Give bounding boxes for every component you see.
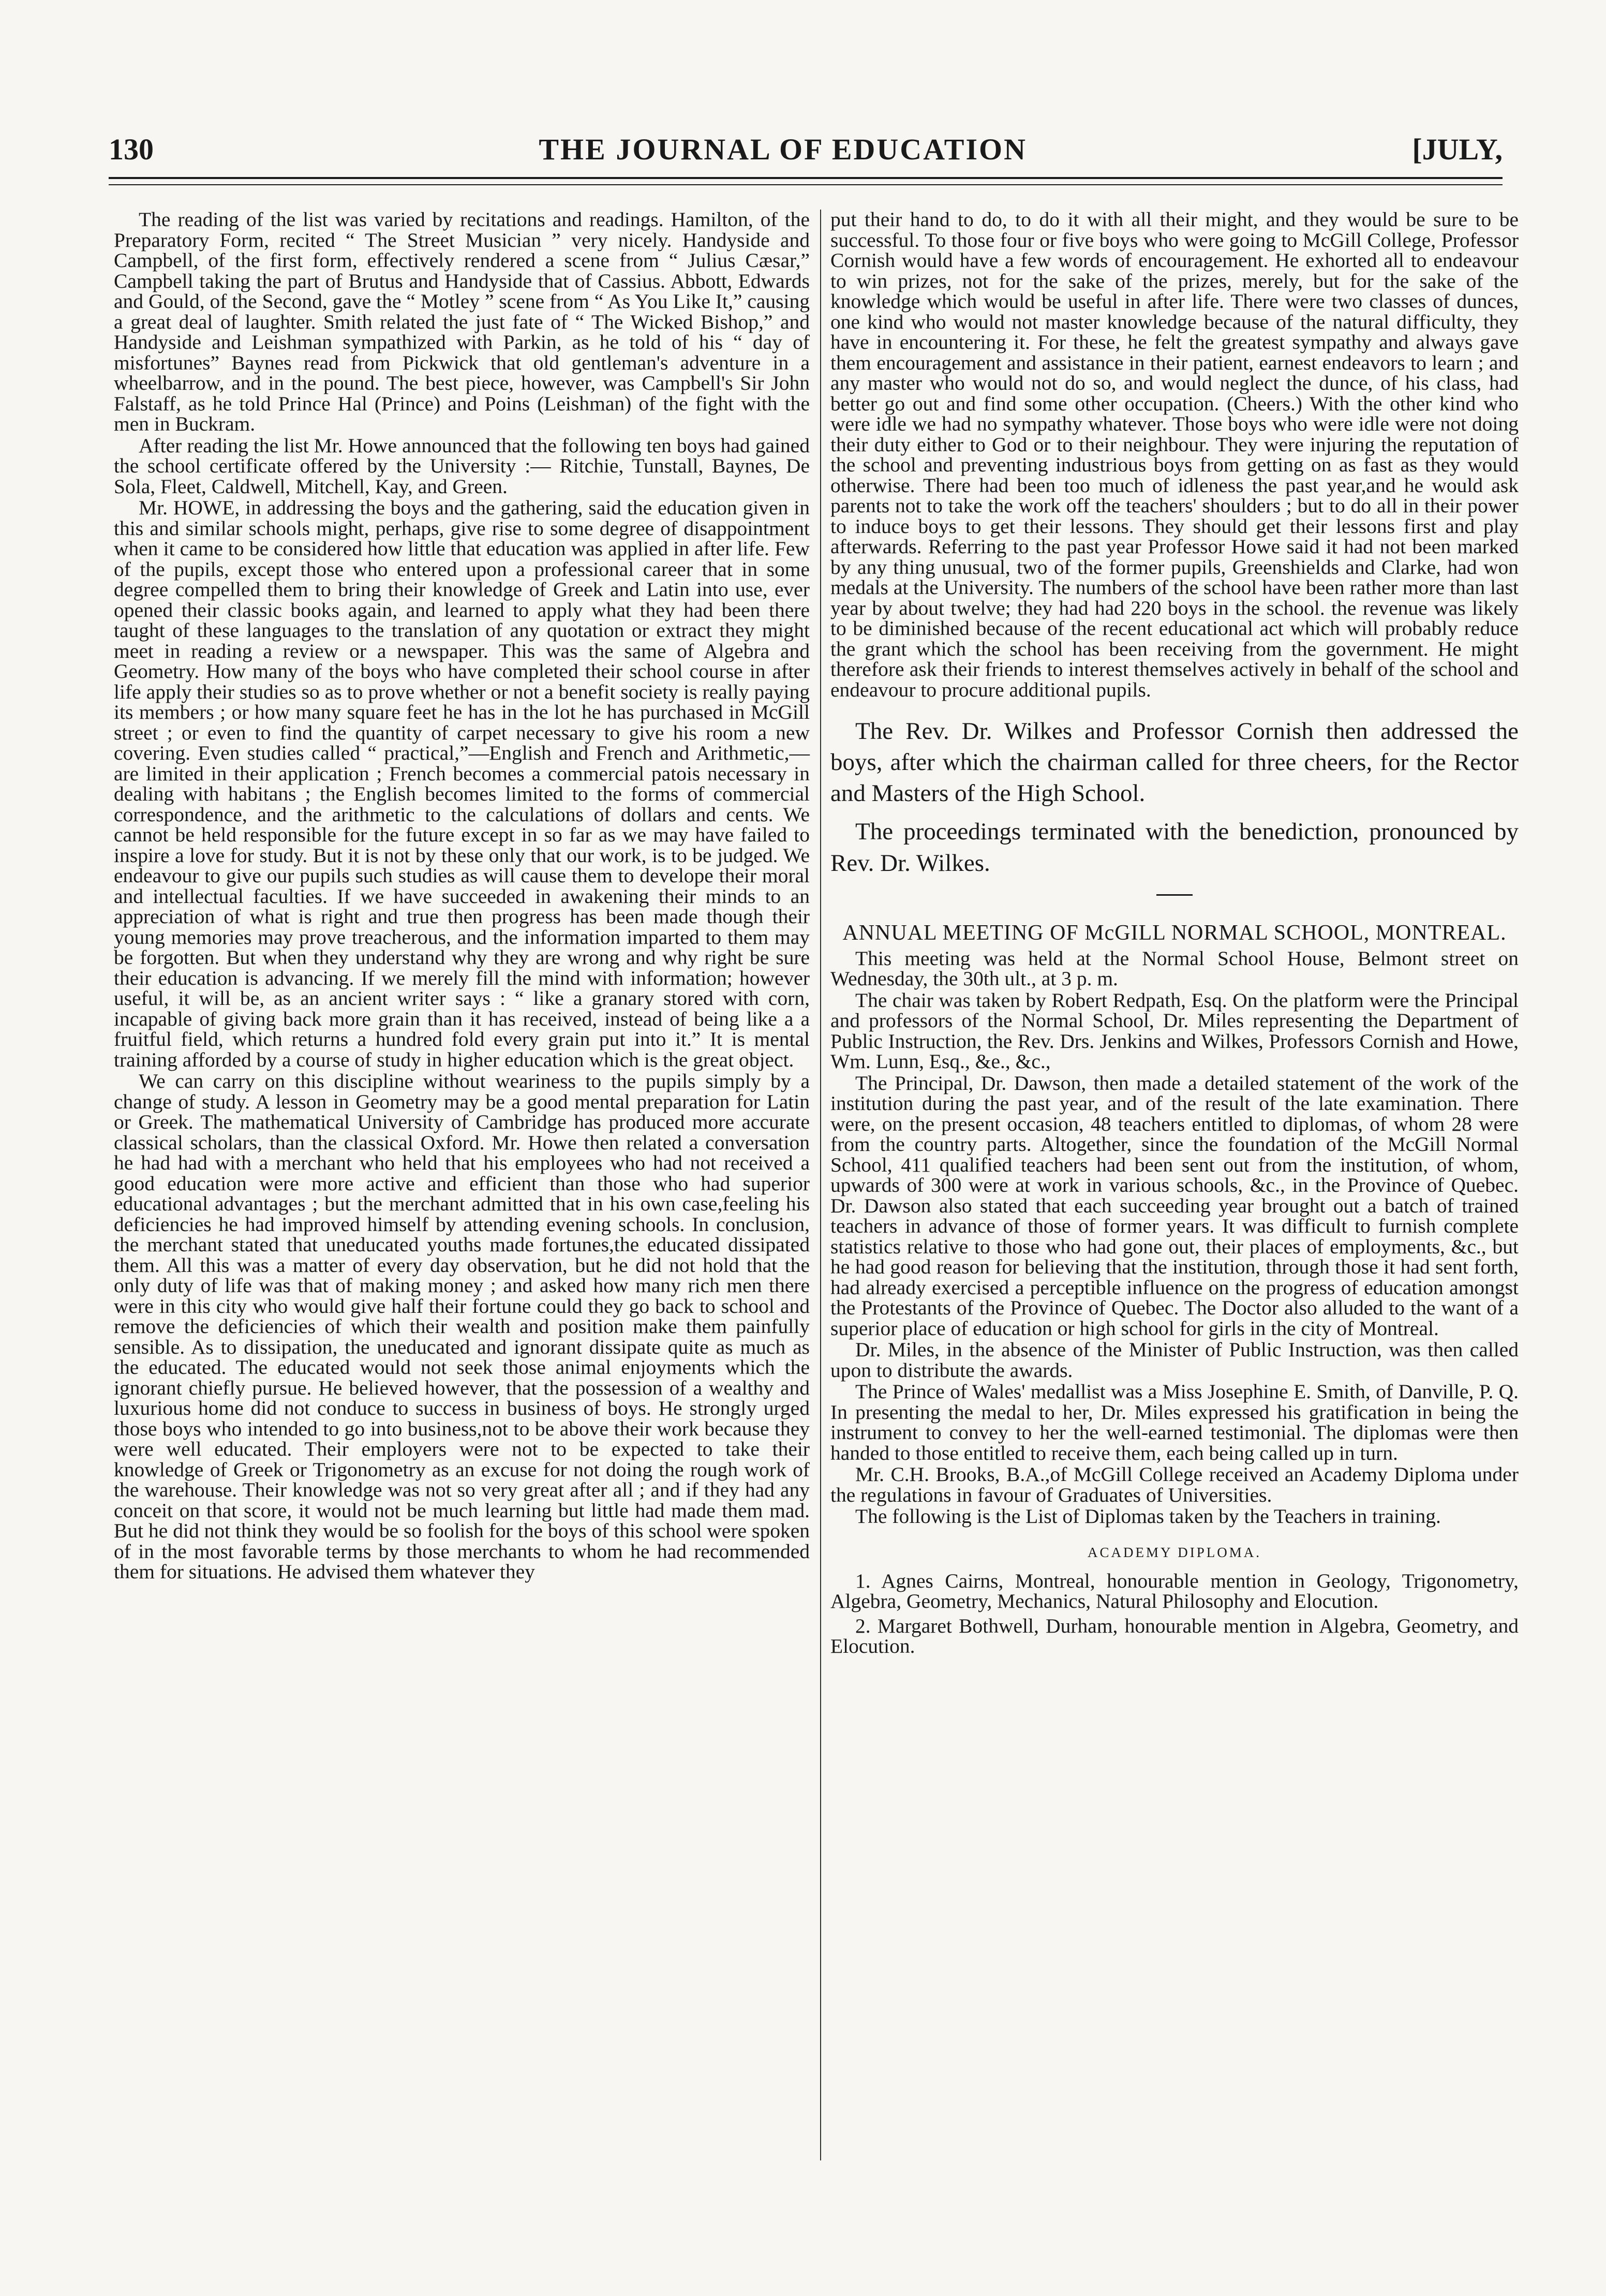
section-divider bbox=[1156, 894, 1193, 896]
header-rule-thin bbox=[109, 184, 1503, 185]
issue-month: [JULY, bbox=[1412, 132, 1503, 166]
continuation-paragraph: put their hand to do, to do it with all their might, and they would be sure to be successful. To those four or five boys who were going to McGill College, Professor Cornish would have a few words of encouragement. He exhorted all to endeavour to win prizes, not for the sake of the prizes, merely, but for the sake of the knowledge which would be useful in after life. There were two classes of dunces, one kind who would not master knowledge because of the natural difficulty, they have in encountering it. For these, he felt the greatest sympathy and always gave them encouragement and assistance in their patient, earnest endeavors to learn ; and any master who would not do so, and would neglect the dunce, of his class, had better go out and find some other occupation. (Cheers.) With the other kind who were idle we had no sympathy whatever. Those boys who were idle were not doing their duty either to God or to their neighbour. They were injuring the reputation of the school and preventing industrious boys from getting on as fast as they would otherwise. There had been too much of idleness the past year,and he would ask parents not to take the work off the teachers' shoulders ; but to do all in their power to induce boys to get their lessons. They should get their lessons first and play afterwards. Referring to the past year Professor Howe said it had not been marked by any thing unusual, two of the former pupils, Greenshields and Clarke, had won medals at the University. The numbers of the school have been rather more than last year by about twelve; they had had 220 boys in the school. the revenue was likely to be diminished because of the recent educational act which will probably reduce the grant which the school has been receiving from the government. He might therefore ask their friends to interest themselves actively in behalf of the school and endeavour to procure additional pupils. bbox=[830, 208, 1519, 701]
header-rule-thick bbox=[109, 177, 1503, 179]
section-heading: ANNUAL MEETING OF McGILL NORMAL SCHOOL, MONTREAL. bbox=[842, 921, 1507, 945]
closing-paragraph-2: The proceedings terminated with the benediction, pronounced by Rev. Dr. Wilkes. bbox=[830, 818, 1519, 877]
page-number: 130 bbox=[109, 132, 154, 166]
closing-paragraph-1: The Rev. Dr. Wilkes and Professor Cornish then addressed the boys, after which the chairman called for three cheers, for the Rector and Masters of the High School. bbox=[830, 718, 1519, 807]
meeting-paragraph-1: This meeting was held at the Normal School House, Belmont street on Wednesday, the 30th ult., at 3 p. m. bbox=[830, 946, 1519, 990]
discipline-paragraph: We can carry on this discipline without weariness to the pupils simply by a change of study. A lesson in Geometry may be a good mental preparation for Latin or Greek. The mathematical University of Cambridge has produced more accurate classical scholars, than the classical Oxford. Mr. Howe then related a conversation he had had with a merchant who held that his employees who had not received a good education were more active and efficient than those who had superior educational advantages ; but the merchant admitted that in his own case,feeling his deficiencies he had improved himself by attending evening schools. In conclusion, the merchant stated that uneducated youths made fortunes,the educated dissipated them. All this was a matter of every day observation, but he did not hold that the only duty of life was that of making money ; and asked how many rich men there were in this city who would give half their fortune could they go back to school and remove the deficiencies of which their wealth and position make them painfully sensible. As to dissipation, the uneducated and ignorant dissipate quite as much as the educated. The educated would not seek those animal enjoyments which the ignorant chiefly pursue. He believed however, that the possession of a wealthy and luxurious home did not conduce to success in business of boys. He strongly urged those boys who intended to go into business,not to be above their work because they were well educated. Their employers were not to be expected to take their knowledge of Greek or Trigonometry as an excuse for not doing the rough work of the warehouse. Their knowledge was not so very great after all ; and if they had any conceit on that score, it would not be much learning but little had made them mad. But he did not think they would be so foolish for the boys of this school were spoken of in the most favorable terms by those merchants to whom he had recommended them for situations. He advised them whatever they bbox=[114, 1070, 810, 1583]
diploma-list-item: 2. Margaret Bothwell, Durham, honourable mention in Algebra, Geometry, and Elocution. bbox=[830, 1614, 1519, 1658]
meeting-paragraph-6: Mr. C.H. Brooks, B.A.,of McGill College received an Academy Diploma under the regulations in favour of Graduates of Universities. bbox=[830, 1463, 1519, 1506]
right-column bbox=[830, 210, 1519, 1661]
recitations-paragraph: The reading of the list was varied by recitations and readings. Hamilton, of the Preparatory Form, recited “ The Street Musician ” very nicely. Handyside and Campbell, of the first form, effectively rendered a scene from “ Julius Cæsar,” Campbell taking the part of Brutus and Handyside that of Cassius. Abbott, Edwards and Gould, of the Second, gave the “ Motley ” scene from “ As You Like It,” causing a great deal of laughter. Smith related the just fate of “ The Wicked Bishop,” and Handyside and Leishman sympathized with Parkin, as he told of his “ day of misfortunes” Baynes read from Pickwick that old gentleman's adventure in a wheelbarrow, and in the pound. The best piece, however, was Campbell's Sir John Falstaff, as he told Prince Hal (Prince) and Poins (Leishman) of the fight with the men in Buckram. bbox=[114, 208, 810, 435]
column-divider bbox=[820, 210, 821, 2160]
meeting-paragraph-3: The Principal, Dr. Dawson, then made a detailed statement of the work of the institution during the past year, and of the result of the late examination. There were, on the present occasion, 48 teachers entitled to diplomas, of whom 28 were from the country parts. Altogether, since the foundation of the McGill Normal School, 411 qualified teachers had been sent out from the institution, of whom, upwards of 300 were at work in various schools, &c., in the Province of Quebec. Dr. Dawson also stated that each succeeding year brought out a batch of trained teachers in advance of those of former years. It was difficult to furnish complete statistics relative to those who had gone out, their places of employments, &c., but he had good reason for believing that the institution, through those it had sent forth, had already exercised a perceptible influence on the progress of education amongst the Protestants of the Province of Quebec. The Doctor also alluded to the want of a superior place of education or high school for girls in the city of Montreal. bbox=[830, 1071, 1519, 1340]
howe-address-paragraph: Mr. HOWE, in addressing the boys and the gathering, said the education given in this and similar schools might, perhaps, give rise to some degree of disappointment when it came to be considered how little that education was applied in after life. Few of the pupils, except those who entered upon a professional career that in some degree compelled them to bring their knowledge of Greek and Latin into use, ever opened their classic books again, and learned to apply what they had been there taught of these languages to the translation of any quotation or extract they might meet in reading a review or a newspaper. This was the same of Algebra and Geometry. How many of the boys who have completed their school course in after life apply their studies so as to prove whether or not a benefit society is really paying its members ; or how many square feet he has in the lot he has purchased in McGill street ; or even to find the quantity of carpet necessary to give his room a new covering. Even studies called “ practical,”—English and French and Arithmetic,—are limited in their application ; French becomes a commercial patois necessary in dealing with habitans ; the English becomes limited to the forms of commercial correspondence, and the arithmetic to the calculations of dollars and cents. We cannot be held responsible for the future except in so far as we may have failed to inspire a love for study. But it is not by these only that our work, is to be judged. We endeavour to give our pupils such studies as will cause them to develope their moral and intellectual faculties. If we have succeeded in awakening their minds to an appreciation of what is right and true then progress has been made though their young memories may prove treacherous, and the information imparted to them may be forgotten. But when they understand why they are wrong and why right be sure their education is advancing. If we merely fill the mind with information; however useful, it will be, as an ancient writer says : “ like a granary stored with corn, incapable of giving back more grain than it has received, instead of being like a a fruitful field, which returns a hundred fold every grain put into it.” It is mental training afforded by a course of study in higher education which is the great object. bbox=[114, 496, 810, 1071]
left-column bbox=[114, 210, 810, 1583]
meeting-paragraph-5: The Prince of Wales' medallist was a Miss Josephine E. Smith, of Danville, P. Q. In presenting the medal to her, Dr. Miles expressed his gratification in being the instrument to convey to her the well-earned testimonial. The diplomas were then handed to those entitled to receive them, each being called up in turn. bbox=[830, 1380, 1519, 1464]
academy-diploma-heading: ACADEMY DIPLOMA. bbox=[1087, 1544, 1261, 1560]
page-header bbox=[109, 120, 1503, 167]
certificate-paragraph: After reading the list Mr. Howe announced that the following ten boys had gained the school certificate offered by the University :— Ritchie, Tunstall, Baynes, De Sola, Fleet, Caldwell, Mitchell, Kay, and Green. bbox=[114, 434, 810, 498]
meeting-paragraph-2: The chair was taken by Robert Redpath, Esq. On the platform were the Principal and professors of the Normal School, Dr. Miles representing the Department of Public Instruction, the Rev. Drs. Jenkins and Wilkes, Professors Cornish and Howe, Wm. Lunn, Esq., &e., &c., bbox=[830, 988, 1519, 1073]
diploma-list-item: 1. Agnes Cairns, Montreal, honourable mention in Geology, Trigonometry, Algebra, Geometry, Mechanics, Natural Philosophy and Elocution. bbox=[830, 1569, 1519, 1613]
meeting-paragraph-4: Dr. Miles, in the absence of the Minister of Public Instruction, was then called upon to distribute the awards. bbox=[830, 1338, 1519, 1382]
meeting-paragraph-7: The following is the List of Diplomas taken by the Teachers in training. bbox=[855, 1505, 1441, 1528]
journal-title: THE JOURNAL OF EDUCATION bbox=[539, 132, 1028, 166]
